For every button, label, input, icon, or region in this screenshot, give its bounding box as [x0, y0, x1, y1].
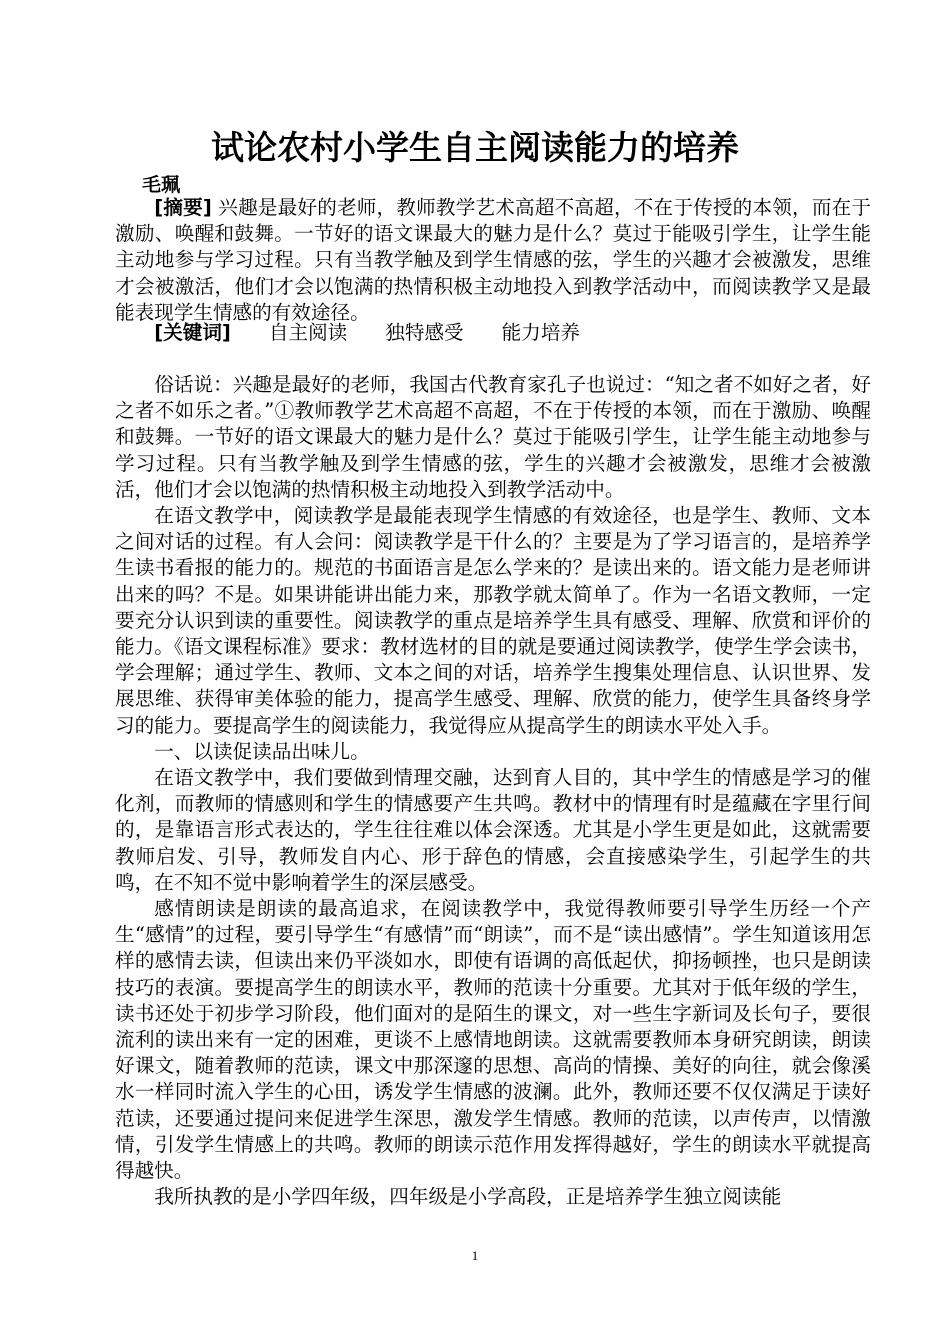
keywords-section: [115, 320, 871, 346]
body-paragraph: 我所执教的是小学四年级，四年级是小学高段，正是培养学生独立阅读能: [154, 1185, 782, 1209]
page-number: 1: [471, 1248, 479, 1263]
keyword-item: 自主阅读: [268, 321, 348, 344]
author-name: 毛珮: [142, 174, 181, 196]
main-text: [115, 372, 871, 1211]
abstract-section: [115, 195, 871, 326]
body-paragraph: 在语文教学中，我们要做到情理交融，达到育人目的，其中学生的情感是学习的催化剂，而教师的情感则和学生的情感要产生共鸣。教材中的情理有时是蕴藏在字里行间的，是靠语言形式表达的，学生往往难以体会深透。尤其是小学生更是如此，这就需要教师启发、引导，教师发自内心、形于辞色的情感，会直接感染学生，引起学生的共鸣，在不知不觉中影响着学生的深层感受。: [115, 766, 871, 894]
body-paragraph: 感情朗读是朗读的最高追求，在阅读教学中，我觉得教师要引导学生历经一个产生“感情”的过程，要引导学生“有感情”而“朗读”，而不是“读出感情”。学生知道该用怎样的感情去读，但读出来仍平淡如水，即使有语调的高低起伏，抑扬顿挫，也只是朗读技巧的表演。要提高学生的朗读水平，教师的范读十分重要。尤其对于低年级的学生，读书还处于初步学习阶段，他们面对的是陌生的课文，对一些生字新词及长句子，要很流利的读出来有一定的困难，更谈不上感情地朗读。这就需要教师本身研究朗读，朗读好课文，随着教师的范读，课文中那深邃的思想、高尚的情操、美好的向往，就会像溪水一样同时流入学生的心田，诱发学生情感的波澜。此外，教师还要不仅仅满足于读好范读，还要通过提问来促进学生深思，激发学生情感。教师的范读，以声传声，以情激情，引发学生情感上的共鸣。教师的朗读示范作用发挥得越好，学生的朗读水平就提高得越快。: [115, 897, 871, 1183]
section-heading: 一、以读促读品出味儿。: [154, 739, 370, 763]
abstract-paragraph: [115, 195, 871, 326]
keywords-label: [关键词]: [154, 321, 231, 344]
keyword-item: 独特感受: [385, 321, 464, 344]
abstract-label: [摘要]: [154, 196, 212, 219]
page-title: 试论农村小学生自主阅读能力的培养: [211, 128, 739, 167]
abstract-text: 兴趣是最好的老师，教师教学艺术高超不高超，不在于传授的本领，而在于激励、唤醒和鼓舞。一节好的语文课最大的魅力是什么？莫过于能吸引学生，让学生能主动地参与学习过程。只有当教学触及到学生情感的弦，学生的兴趣才会被激发，思维才会被激活，他们才会以饱满的热情积极主动地投入到教学活动中，而阅读教学又是最能表现学生情感的有效途径。: [115, 196, 871, 324]
keyword-item: 能力培养: [501, 321, 581, 344]
body-paragraph: 在语文教学中，阅读教学是最能表现学生情感的有效途径，也是学生、教师、文本之间对话的过程。有人会问：阅读教学是干什么的？主要是为了学习语言的，是培养学生读书看报的能力的。规范的书面语言是怎么学来的？是读出来的。语文能力是老师讲出来的吗？不是。如果讲能讲出能力来，那教学就太简单了。作为一名语文教师，一定要充分认识到读的重要性。阅读教学的重点是培养学生具有感受、理解、欣赏和评价的能力。《语文课程标准》要求：教材选材的目的就是要通过阅读教学，使学生学会读书，学会理解；通过学生、教师、文本之间的对话，培养学生搜集处理信息、认识世界、发展思维、获得审美体验的能力，提高学生感受、理解、欣赏的能力，使学生具备终身学习的能力。要提高学生的阅读能力，我觉得应从提高学生的朗读水平处入手。: [115, 504, 871, 737]
body-paragraph: 俗话说：兴趣是最好的老师，我国古代教育家孔子也说过：“知之者不如好之者，好之者不如乐之者。”①教师教学艺术高超不高超，不在于传授的本领，而在于激励、唤醒和鼓舞。一节好的语文课最大的魅力是什么？莫过于能吸引学生，让学生能主动地参与学习过程。只有当教学触及到学生情感的弦，学生的兴趣才会被激发，思维才会被激活，他们才会以饱满的热情积极主动地投入到教学活动中。: [115, 373, 871, 501]
keywords-line: [115, 320, 871, 346]
